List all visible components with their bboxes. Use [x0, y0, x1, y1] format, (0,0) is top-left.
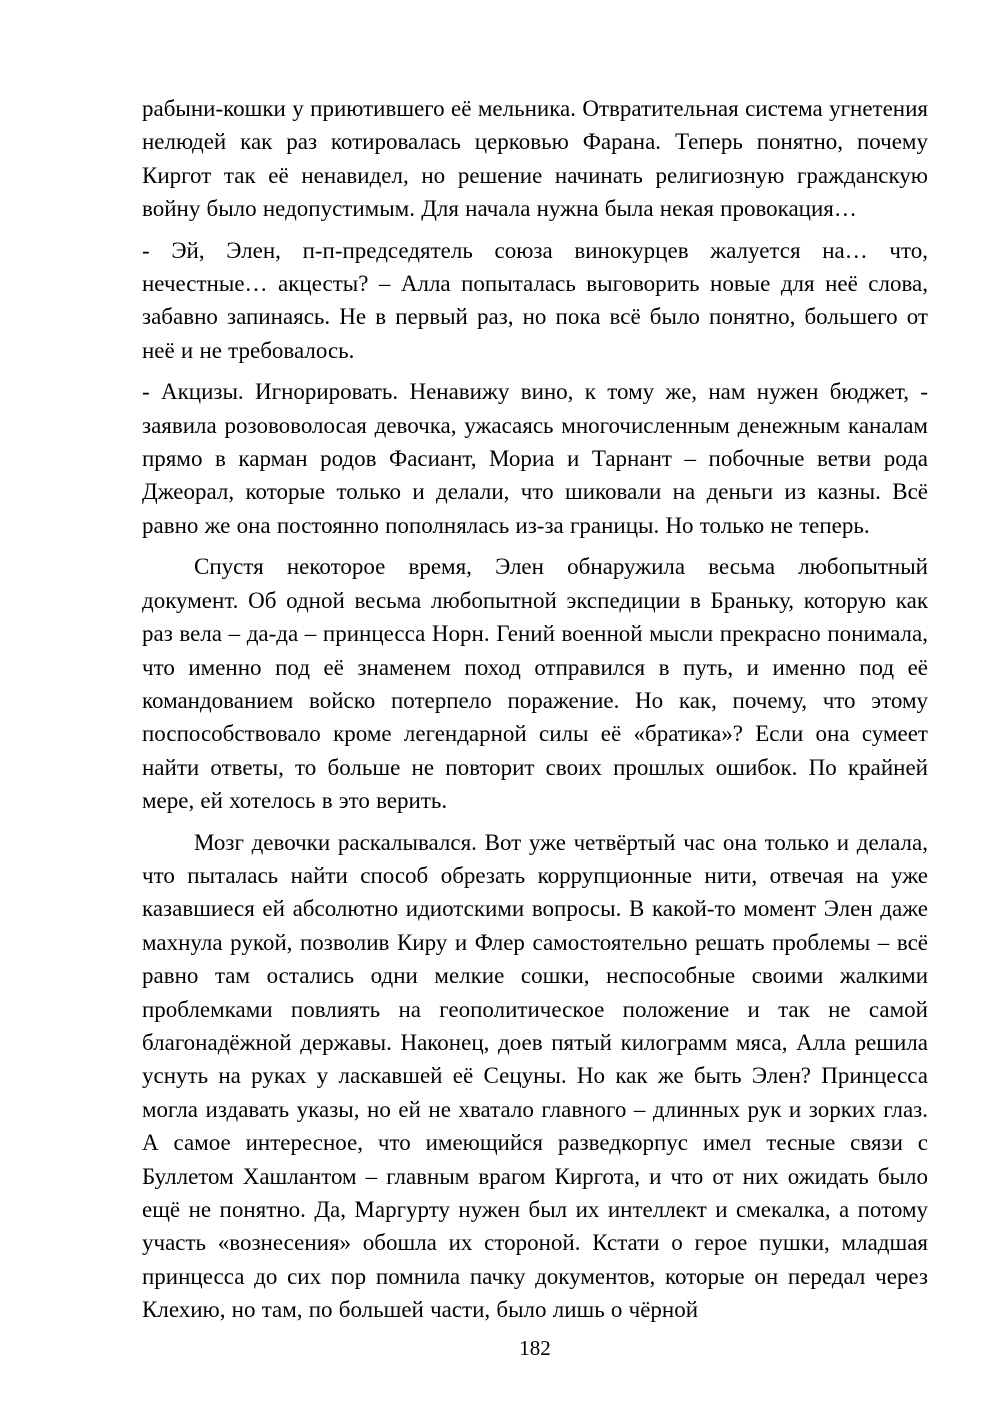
paragraph-expedition-document: Спустя некоторое время, Элен обнаружила весьма любопытный документ. Об одной весьма любопытной экспедиции в Браньку, которую как раз вела – да-да – принцесса Норн. Гений военной мысли прекрасно понимала, что именно под её знаменем поход отправился в путь, и именно под её командованием войско потерпело поражение. Но как, почему, что этому поспособствовало кроме легендарной силы её «братика»? Если она сумеет найти ответы, то больше не повторит своих прошлых ошибок. По крайней мере, ей хотелось в это верить. [142, 554, 928, 814]
paragraph-dialogue-alla: - Эй, Элен, п-п-председятель союза винокурцев жалуется на… что, нечестные… акцесты? – Алла попыталась выговорить новые для неё слова, забавно запинаясь. Не в первый раз, но пока всё было понятно, большего от неё и не требовалось. [142, 237, 928, 363]
paragraph-brain-splitting: Мозг девочки раскалывался. Вот уже четвёртый час она только и делала, что пыталась найти способ обрезать коррупционные нити, отвечая на уже казавшиеся ей абсолютно идиотскими вопросы. В какой-то момент Элен даже махнула рукой, позволив Киру и Флер самостоятельно решать проблемы – всё равно там остались одни мелкие сошки, неспособные своими жалкими проблемками повлиять на геополитическое положение и так не самой благонадёжной державы. Наконец, доев пятый килограмм мяса, Алла решила уснуть на руках у ласкавшей её Сецуны. Но как же быть Элен? Принцесса могла издавать указы, но ей не хватало главного – длинных рук и зорких глаз. А самое интересное, что имеющийся разведкорпус имел тесные связи с Буллетом Хашлантом – главным врагом Киргота, и что от них ожидать было ещё не понятно. Да, Маргурту нужен был их интеллект и смекалка, а потому участь «вознесения» обошла их стороной. Кстати о герое пушки, младшая принцесса до сих пор помнила пачку документов, которые он передал через Клехию, но там, по большей части, было лишь о чёрной [142, 829, 928, 1323]
paragraph-dialogue-reply: - Акцизы. Игнорировать. Ненавижу вино, к тому же, нам нужен бюджет, - заявила розововолосая девочка, ужасаясь многочисленным денежным каналам прямо в карман родов Фасиант, Мориа и Тарнант – побочные ветви рода Джеорал, которые только и делали, что шиковали на деньги из казны. Всё равно же она постоянно пополнялась из-за границы. Но только не теперь. [142, 379, 928, 538]
page-number: 182 [519, 1335, 551, 1360]
paragraph-continuation: рабыни-кошки у приютившего её мельника. Отвратительная система угнетения нелюдей как раз котировалась церковью Фарана. Теперь понятно, почему Киргот так её ненавидел, но решение начинать религиозную гражданскую войну было недопустимым. Для начала нужна была некая провокация… [142, 96, 928, 222]
